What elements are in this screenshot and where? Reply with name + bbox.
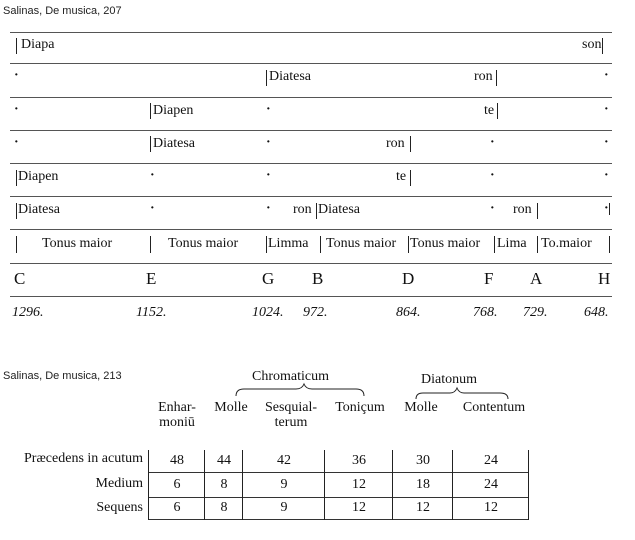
table-cell: 18 (416, 477, 430, 492)
table-cell: 30 (416, 453, 430, 468)
dot: · (266, 201, 271, 216)
table-cell: 8 (220, 500, 228, 515)
row-label-praecedens: Præcedens in acutum (24, 451, 143, 466)
interval-1: Tonus maior (42, 236, 113, 251)
group-chromaticum: Chromaticum (252, 369, 329, 384)
table-cell: 6 (173, 500, 181, 515)
dot: · (490, 201, 495, 216)
row-label-sequens: Sequens (96, 500, 143, 515)
header-molle-chromatic: Molle (214, 400, 248, 415)
note-h: H (598, 269, 611, 288)
diatessaron-right: ron (474, 69, 493, 84)
number-f: 768. (473, 305, 498, 320)
number-e: 1152. (136, 305, 167, 320)
diapason-left: Diapa (21, 37, 55, 52)
dot: · (604, 168, 609, 183)
table-cell: 6 (173, 477, 181, 492)
table-bar (324, 450, 325, 520)
header-tonicum: Toniçum (335, 400, 385, 415)
table-bar (148, 450, 149, 520)
diapente-left: Diapen (153, 103, 194, 118)
dot: · (14, 102, 19, 117)
row-label-medium: Medium (95, 476, 143, 491)
table-rule (148, 497, 528, 498)
interval-5: Tonus maior (410, 236, 481, 251)
diapason-right: son (582, 37, 602, 52)
dot: · (604, 102, 609, 117)
number-d: 864. (396, 305, 421, 320)
table-cell: 9 (280, 500, 288, 515)
table-cell: 24 (484, 453, 498, 468)
table-cell: 12 (352, 477, 366, 492)
caption-salinas-213: Salinas, De musica, 213 (3, 370, 122, 382)
note-b: B (312, 269, 324, 288)
interval-4: Tonus maior (326, 236, 397, 251)
diatessaron-left: Diatesa (269, 69, 311, 84)
header-sesquialterum-1: Sesquial- (264, 400, 318, 415)
note-e: E (146, 269, 157, 288)
number-h: 648. (584, 305, 609, 320)
number-g: 1024. (252, 305, 284, 320)
dot: · (490, 135, 495, 150)
interval-3: Limma (268, 236, 309, 251)
table-rule (148, 472, 528, 473)
note-f: F (484, 269, 494, 288)
diatessaron-mid-left: Diatesa (318, 202, 360, 217)
table-cell: 12 (484, 500, 498, 515)
table-cell: 8 (220, 477, 228, 492)
diatessaron-right: ron (513, 202, 532, 217)
diapente-right: te (484, 103, 495, 118)
dot: · (266, 135, 271, 150)
dot: · (604, 135, 609, 150)
header-enharmonium-1: Enhar- (158, 400, 196, 415)
header-enharmonium-2: moniū (159, 415, 195, 430)
note-g: G (262, 269, 275, 288)
dot: · (490, 168, 495, 183)
table-cell: 48 (170, 453, 184, 468)
table-cell: 44 (217, 453, 231, 468)
diatessaron-left: Diatesa (153, 136, 195, 151)
table-bar (452, 450, 453, 520)
group-diatonum: Diatonum (421, 372, 477, 387)
diatessaron-right: ron (386, 136, 405, 151)
number-a: 729. (523, 305, 548, 320)
diapente-left: Diapen (18, 169, 59, 184)
table-bar (392, 450, 393, 520)
table-cell: 24 (484, 477, 498, 492)
table-bar (528, 450, 529, 520)
dot: · (14, 68, 19, 83)
number-c: 1296. (12, 305, 44, 320)
table-cell: 36 (352, 453, 366, 468)
dot: · (14, 135, 19, 150)
header-molle-diatonic: Molle (404, 400, 438, 415)
dot: · (604, 68, 609, 83)
dot: · (266, 102, 271, 117)
header-sesquialterum-2: terum (274, 415, 308, 430)
number-b: 972. (303, 305, 328, 320)
caption-salinas-207: Salinas, De musica, 207 (3, 5, 122, 17)
note-c: C (14, 269, 26, 288)
dot: · (150, 201, 155, 216)
table-rule (148, 519, 528, 520)
interval-6: Lima (497, 236, 527, 251)
diatessaron-mid-right: ron (293, 202, 312, 217)
interval-7: To.maior (541, 236, 592, 251)
dot: · (604, 201, 609, 216)
note-d: D (402, 269, 415, 288)
diapente-right: te (396, 169, 407, 184)
table-cell: 12 (416, 500, 430, 515)
note-a: A (530, 269, 543, 288)
table-cell: 42 (277, 453, 291, 468)
table-bar (204, 450, 205, 520)
dot: · (266, 168, 271, 183)
table-cell: 9 (280, 477, 288, 492)
diatessaron-left: Diatesa (18, 202, 60, 217)
table-cell: 12 (352, 500, 366, 515)
header-contentum: Contentum (462, 400, 526, 415)
interval-2: Tonus maior (168, 236, 239, 251)
table-bar (242, 450, 243, 520)
dot: · (150, 168, 155, 183)
